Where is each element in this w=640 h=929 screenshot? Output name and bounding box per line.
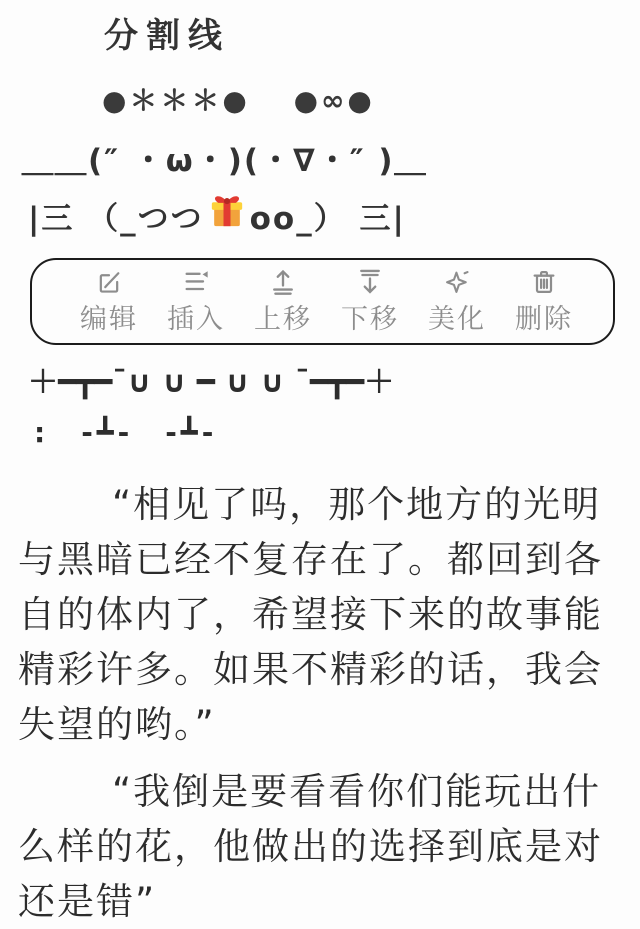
kaomoji-line-1: ＿＿(″ ・ω・)(・∇・″ )＿ (22, 143, 428, 179)
gift-emoji-icon (206, 190, 248, 240)
note-page (0, 8, 640, 923)
beautify-button-label: 美化 (428, 303, 486, 334)
paragraph-2-line: 么样的花，他做出的选择到底是对 (18, 825, 603, 868)
paragraph-1-line: 自的体内了，希望接下来的故事能 (18, 593, 603, 636)
paragraph-1-line: 失望的哟。” (18, 703, 216, 746)
circles-decor-line: ●＊＊＊● ●∞● (102, 84, 375, 117)
divider-title: 分割线 (104, 16, 230, 56)
paragraph-1-line: “相见了吗，那个地方的光明 (112, 483, 602, 526)
ascii-divider-line-2: : -┻- -┻- (34, 416, 218, 449)
ascii-divider-line-1: ＋━┳━¯∪ ∪ ━ ∪ ∪ ¯━┳━＋ (28, 365, 395, 400)
insert-button[interactable] (167, 268, 225, 336)
move-down-icon (356, 268, 384, 296)
move-up-icon (269, 268, 297, 296)
paragraph-2 (18, 764, 622, 929)
move-up-button-label: 上移 (254, 303, 312, 334)
paragraph-1 (18, 477, 622, 752)
edit-button-label: 编辑 (80, 303, 138, 334)
beautify-button[interactable] (428, 268, 486, 336)
delete-icon (530, 268, 558, 296)
kaomoji-line-2 (28, 190, 640, 240)
edit-button[interactable] (80, 268, 138, 336)
move-up-button[interactable] (254, 268, 312, 336)
action-toolbar (30, 258, 615, 345)
insert-icon (182, 268, 210, 296)
paragraph-1-line: 与黑暗已经不复存在了。都回到各 (18, 538, 603, 581)
kaomoji-line-2-left: |三 （_つつ (28, 200, 204, 237)
paragraph-1-line: 精彩许多。如果不精彩的话，我会 (18, 648, 603, 691)
insert-button-label: 插入 (167, 303, 225, 334)
delete-button[interactable] (515, 268, 573, 336)
beautify-icon (443, 268, 471, 296)
delete-button-label: 删除 (515, 303, 573, 334)
move-down-button[interactable] (341, 268, 399, 336)
kaomoji-line-2-right: oo_） 三| (249, 200, 406, 237)
paragraph-2-line: 还是错” (18, 880, 157, 923)
story-text (18, 477, 622, 929)
paragraph-2-line: “我倒是要看看你们能玩出什 (112, 770, 602, 813)
edit-icon (95, 268, 123, 296)
move-down-button-label: 下移 (341, 303, 399, 334)
